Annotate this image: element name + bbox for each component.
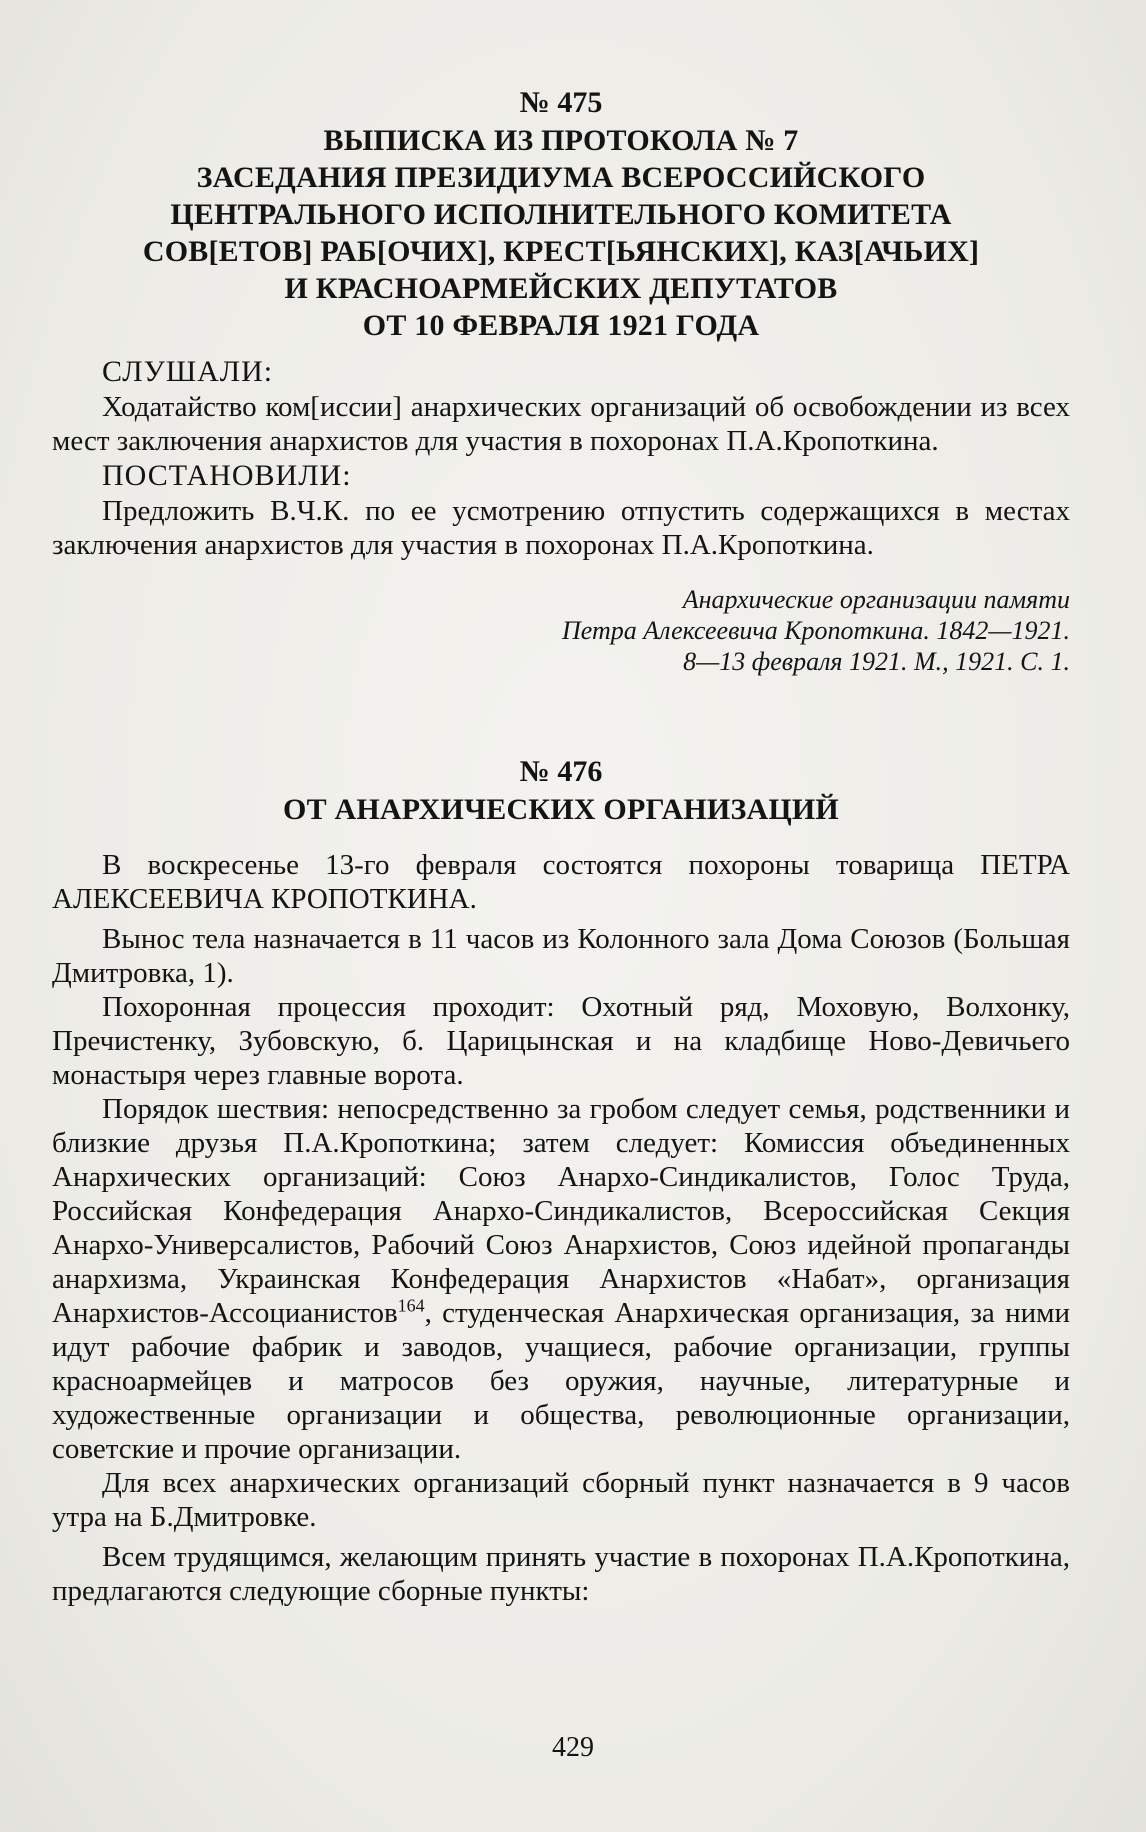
doc-476-title-line: ОТ АНАРХИЧЕСКИХ ОРГАНИЗАЦИЙ xyxy=(283,793,839,826)
procession-order-text-cont: , студенческая Анархическая организация, за ними идут рабочие фабрик и заводов, учащиеся, рабочие организации, группы красноармейцев и матросов без оружия, научные, литературные и художественные организации и общества, революционные организации, советские и прочие организации. xyxy=(52,1297,1070,1465)
doc-476-number: № 476 xyxy=(519,755,603,788)
doc-475-title-line: И КРАСНОАРМЕЙСКИХ ДЕПУТАТОВ xyxy=(284,272,838,305)
resolved-label: ПОСТАНОВИЛИ: xyxy=(102,459,352,492)
paragraph-procession-order xyxy=(52,1092,1070,1466)
text-column xyxy=(52,84,1070,1608)
doc-475-title-line: ЦЕНТРАЛЬНОГО ИСПОЛНИТЕЛЬНОГО КОМИТЕТА xyxy=(170,198,952,231)
source-line: Петра Алексеевича Кропоткина. 1842—1921. xyxy=(561,616,1070,645)
source-citation xyxy=(52,584,1070,677)
doc-475-title xyxy=(52,122,1070,344)
doc-475-title-line: ЗАСЕДАНИЯ ПРЕЗИДИУМА ВСЕРОССИЙСКОГО xyxy=(196,161,926,194)
footnote-marker: 164 xyxy=(397,1295,425,1316)
resolved-text: Предложить В.Ч.К. по ее усмотрению отпустить содержащихся в местах заключения анархистов для участия в похоронах П.А.Кропоткина. xyxy=(52,495,1070,561)
doc-476-title xyxy=(52,791,1070,828)
paragraph-funeral-announcement: В воскресенье 13-го февраля состоятся похороны товарища ПЕТРА АЛЕКСЕЕВИЧА КРОПОТКИНА. xyxy=(52,849,1070,915)
paragraph-assembly-points-intro: Всем трудящимся, желающим принять участие в похоронах П.А.Кропоткина, предлагаются следующие сборные пункты: xyxy=(52,1541,1070,1607)
doc-475-title-line: ВЫПИСКА ИЗ ПРОТОКОЛА № 7 xyxy=(323,124,799,157)
source-line: Анархические организации памяти xyxy=(682,585,1070,614)
doc-475-number: № 475 xyxy=(519,86,603,119)
document-475 xyxy=(52,84,1070,677)
paragraph-procession-route: Похоронная процессия проходит: Охотный ряд, Моховую, Волхонку, Пречистенку, Зубовскую, б. Царицынская и на кладбище Ново-Девичьего монастыря через главные ворота. xyxy=(52,991,1070,1091)
doc-475-title-line: СОВ[ЕТОВ] РАБ[ОЧИХ], КРЕСТ[ЬЯНСКИХ], КАЗ[АЧЬИХ] xyxy=(142,235,980,268)
page-number: 429 xyxy=(552,1732,594,1763)
source-line: 8—13 февраля 1921. М., 1921. С. 1. xyxy=(683,647,1070,676)
document-476 xyxy=(52,753,1070,1608)
heard-label: СЛУШАЛИ: xyxy=(102,355,274,388)
procession-order-text: Порядок шествия: непосредственно за гробом следует семья, родственники и близкие друзья П.А.Кропоткина; затем следует: Комиссия объединенных Анархических организаций: Союз Анархо-Синдикалистов, Голос Труда, Российская Конфедерация Анархо-Синдикалистов, Всероссийская Секция Анархо-Универсалистов, Рабочий Союз Анархистов, Союз идейной пропаганды анархизма, Украинская Конфедерация Анархистов «Набат», организация Анархистов-Ассоцианистов xyxy=(52,1093,1070,1329)
paragraph-body-removal: Вынос тела назначается в 11 часов из Колонного зала Дома Союзов (Большая Дмитровка, 1). xyxy=(52,923,1070,989)
paragraph-assembly-point: Для всех анархических организаций сборный пункт назначается в 9 часов утра на Б.Дмитровке. xyxy=(52,1467,1070,1533)
heard-text: Ходатайство ком[иссии] анархических организаций об освобождении из всех мест заключения анархистов для участия в похоронах П.А.Кропоткина. xyxy=(52,391,1070,457)
doc-475-title-line: ОТ 10 ФЕВРАЛЯ 1921 ГОДА xyxy=(362,309,760,342)
